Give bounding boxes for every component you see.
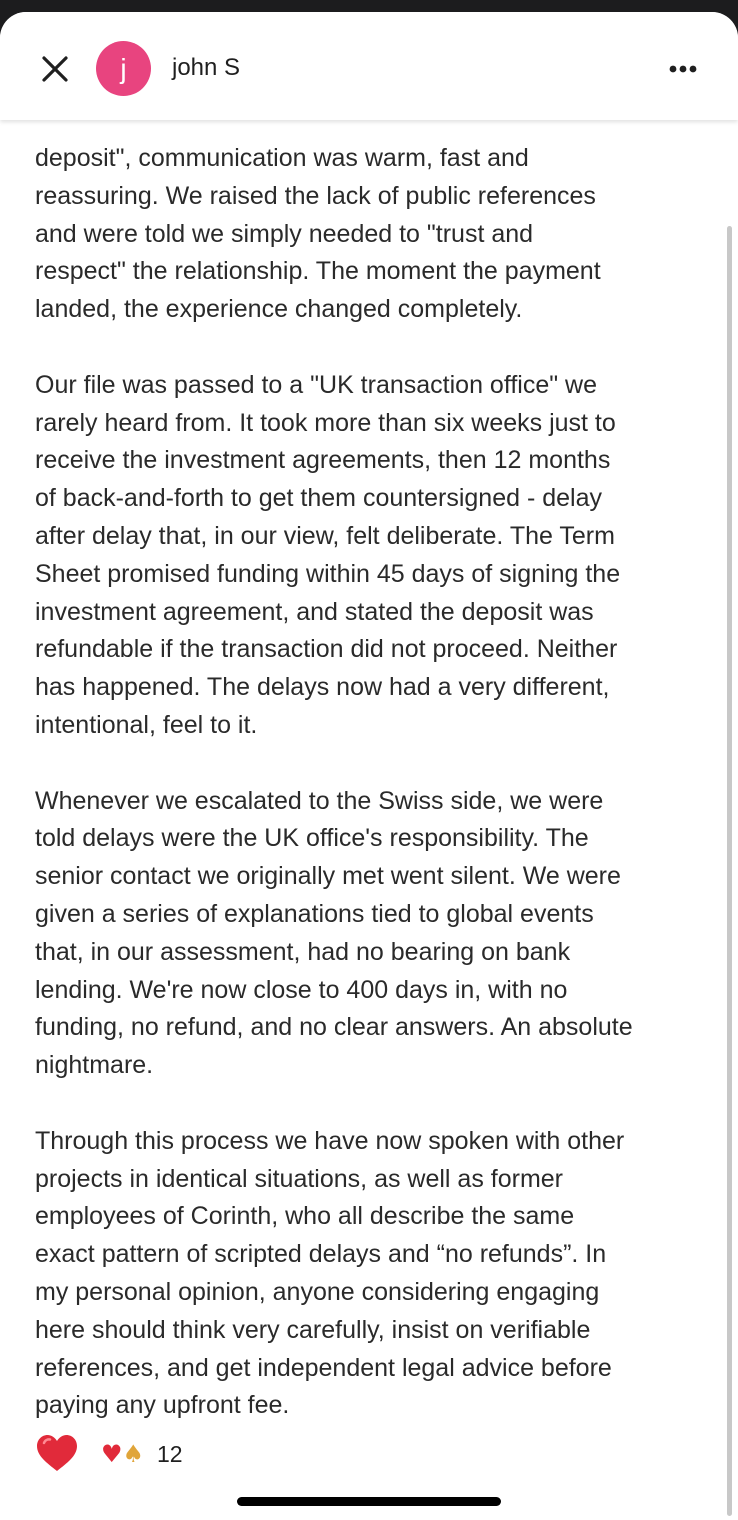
- reaction-summary-icons: [101, 1440, 144, 1468]
- reaction-count: 12: [157, 1441, 183, 1467]
- post-content[interactable]: [0, 120, 738, 1520]
- heart-icon: ♥: [101, 1440, 123, 1468]
- react-button[interactable]: [35, 1432, 79, 1476]
- avatar[interactable]: j: [96, 41, 151, 96]
- scrollbar[interactable]: [727, 226, 732, 1516]
- reaction-summary[interactable]: [101, 1438, 221, 1470]
- post-header: [0, 12, 738, 120]
- home-indicator[interactable]: [237, 1497, 501, 1506]
- more-horizontal-icon: [660, 46, 706, 92]
- close-button[interactable]: [32, 46, 78, 92]
- praying-hands-icon: ♠: [122, 1440, 145, 1468]
- close-icon: [32, 46, 78, 92]
- more-options-button[interactable]: [660, 46, 706, 92]
- author-name[interactable]: john S: [172, 54, 241, 81]
- post-sheet: [0, 12, 738, 1520]
- post-body-text: deposit", communication was warm, fast and reassuring. We raised the lack of public references and were told we simply needed to "trust and respect" the relationship. The moment the payment landed, the experience changed completely. Our file was passed to a "UK transaction office" we rarely heard from. It took more than six weeks just to receive the investment agreements, then 12 months of back-and-forth to get them countersigned - delay after delay that, in our view, felt deliberate. The Term Sheet promised funding within 45 days of signing the investment agreement, and stated the deposit was refundable if the transaction did not proceed. Neither has happened. The delays now had a very different, intentional, feel to it. Whenever we escalated to the Swiss side, we were told delays were the UK office's responsibility. The senior contact we originally met went silent. We were given a series of explanations tied to global events that, in our assessment, had no bearing on bank lending. We're now close to 400 days in, with no funding, no refund, and no clear answers. An absolute nightmare. Through this process we have now spoken with other projects in identical situations, as well as former employees of Corinth, who all describe the same exact pattern of scripted delays and “no refunds”. In my personal opinion, anyone considering engaging here should think very carefully, insist on verifiable references, and get independent legal advice before paying any upfront fee.: [35, 144, 633, 1420]
- heart-icon: [35, 1432, 79, 1476]
